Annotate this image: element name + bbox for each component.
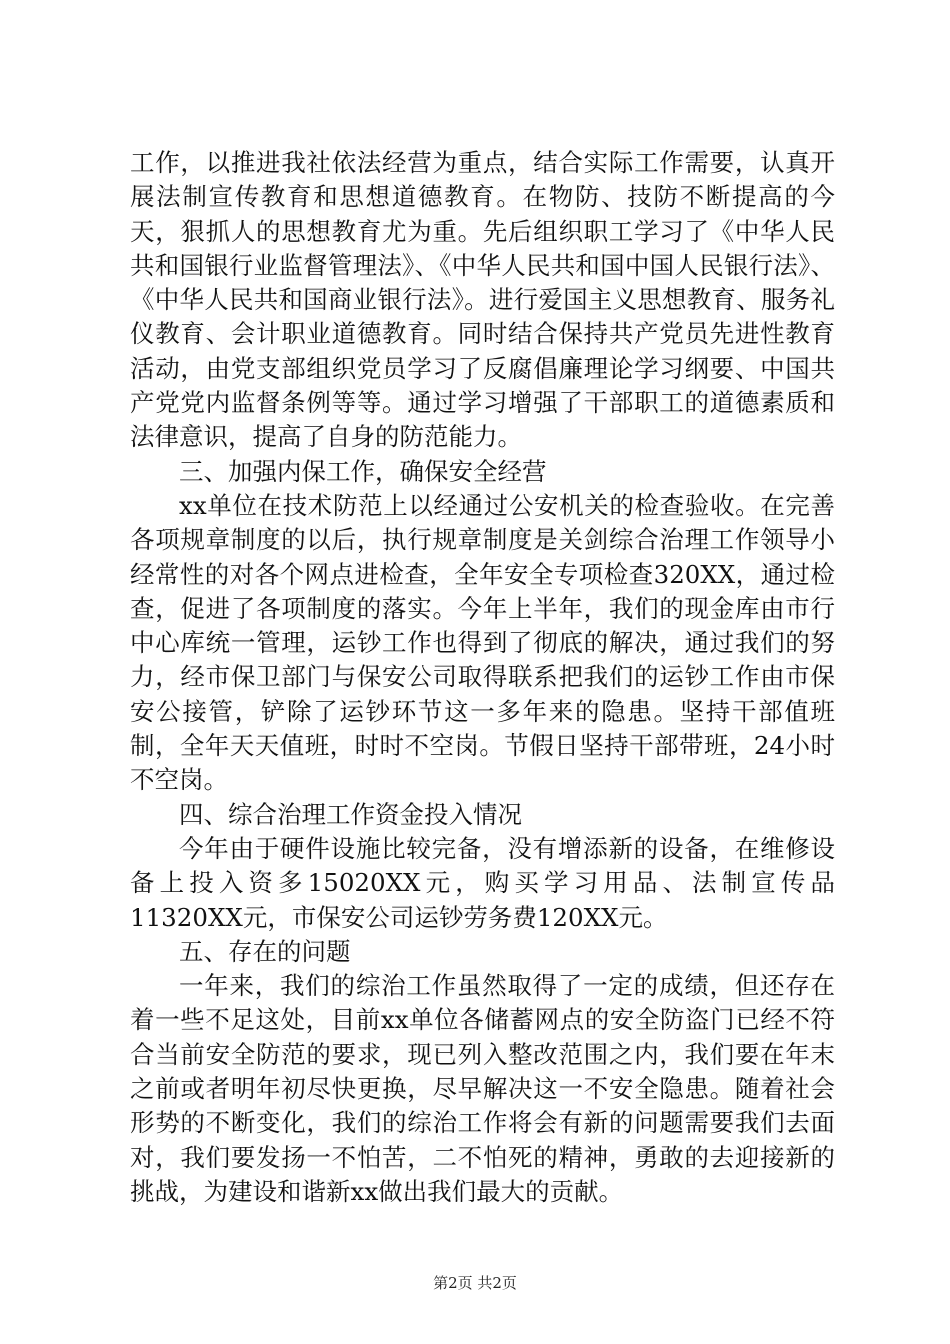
paragraph-1: 工作，以推进我社依法经营为重点，结合实际工作需要，认真开展法制宣传教育和思想道德教育。在物防、技防不断提高的今天，狠抓人的思想教育尤为重。先后组织职工学习了《中华人民共和国银行业监督管理法》、《中华人民共和国中国人民银行法》、《中华人民共和国商业银行法》。进行爱国主义思想教育、服务礼仪教育、会计职业道德教育。同时结合保持共产党员先进性教育活动，由党支部组织党员学习了反腐倡廉理论学习纲要、中国共产党党内监督条例等等。通过学习增强了干部职工的道德素质和法律意识，提高了自身的防范能力。 xyxy=(130,148,835,452)
page-number: 第2页 共2页 xyxy=(433,1274,517,1292)
section-heading-4: 四、综合治理工作资金投入情况 xyxy=(179,799,522,829)
section-heading-5: 五、存在的问题 xyxy=(179,936,351,966)
paragraph-3: 今年由于硬件设施比较完备，没有增添新的设备，在维修设备上投入资多15020XX元，购买学习用品、法制宣传品11320XX元，市保安公司运钞劳务费120XX元。 xyxy=(130,833,835,932)
paragraph-2: xx单位在技术防范上以经通过公安机关的检查验收。在完善各项规章制度的以后，执行规章制度是关剑综合治理工作领导小经常性的对各个网点进检查，全年安全专项检查320XX，通过检查，促进了各项制度的落实。今年上半年，我们的现金库由市行中心库统一管理，运钞工作也得到了彻底的解决，通过我们的努力，经市保卫部门与保安公司取得联系把我们的运钞工作由市保安公接管，铲除了运钞环节这一多年来的隐患。坚持干部值班制，全年天天值班，时时不空岗。节假日坚持干部带班，24小时不空岗。 xyxy=(130,490,835,795)
document-body xyxy=(130,146,835,1209)
section-heading-3: 三、加强内保工作，确保安全经营 xyxy=(179,456,547,486)
paragraph-4: 一年来，我们的综治工作虽然取得了一定的成绩，但还存在着一些不足这处，目前xx单位各储蓄网点的安全防盗门已经不符合当前安全防范的要求，现已列入整改范围之内，我们要在年末之前或者明年初尽快更换，尽早解决这一不安全隐患。随着社会形势的不断变化，我们的综治工作将会有新的问题需要我们去面对，我们要发扬一不怕苦，二不怕死的精神，勇敢的去迎接新的挑战，为建设和谐新xx做出我们最大的贡献。 xyxy=(130,971,835,1206)
